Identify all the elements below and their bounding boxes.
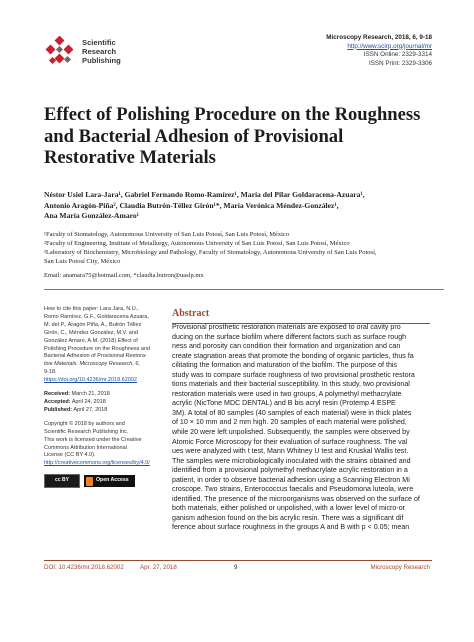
abstract-line: 3M). A total of 80 samples (40 samples of each material) were in thick plates	[172, 408, 412, 417]
abstract-line: ducing on the surface biofilm where different factors such as surface rough	[172, 332, 407, 341]
abstract-line: study was to compare surface roughness of two provisional prosthetic restora	[172, 370, 415, 379]
page-number: 9	[234, 564, 238, 571]
title-line: Restorative Materials	[44, 147, 216, 168]
received-date: Received: March 21, 2018	[44, 391, 110, 398]
author-line: Ana María González-Amaro¹	[44, 211, 139, 221]
abstract-line: ference about surface roughness in the groups A and B with p < 0.05; mean	[172, 523, 410, 532]
footer-date: Apr. 27, 2018	[140, 564, 177, 571]
affiliation-3: ³Laboratory of Biochemistry, Microbiology and Pathology, Faculty of Stomatology, Autonomous University of San Luis Potosí,	[44, 249, 377, 257]
affiliation-3-cont: San Luis Potosí City, México	[44, 258, 121, 266]
paper-title	[44, 104, 444, 169]
logo-line: Scientific	[82, 38, 116, 47]
abstract-line: ues were analyzed with t test, Mann Whitney U test and Kruskal Wallis test.	[172, 447, 409, 456]
citation-line: Bacterial Adhesion of Provisional Restora-	[44, 353, 147, 360]
issn-online: ISSN Online: 2329-3314	[363, 51, 432, 59]
abstract-line: while 20 were left unpolished. Subsequently, the samples were observed by	[172, 428, 410, 437]
title-line: Effect of Polishing Procedure on the Roughness	[44, 104, 421, 125]
abstract-line: croscope. Two strains, Enterococcus faecalis and Pseudomona luteola, were	[172, 485, 414, 494]
citation-line: tive Materials. Microscopy Research, 6,	[44, 361, 140, 368]
article-sidebar	[44, 306, 166, 488]
abstract-line: cilitating the formation and maturation of the biofilm. The purpose of this	[172, 361, 398, 370]
copyright-line: This work is licensed under the Creative	[44, 436, 142, 443]
cc-by-badge[interactable]: cc BY	[44, 474, 80, 488]
scirp-logo-icon	[44, 36, 76, 68]
abstract-line: Atomic Force Microscopy for their evaluation of surface roughness. The val	[172, 437, 408, 446]
logo-line: Publishing	[82, 56, 121, 65]
logo-line: Research	[82, 47, 117, 56]
copyright-line: Commons Attribution International	[44, 444, 127, 451]
publisher-logo	[44, 36, 164, 70]
citation-line: How to cite this paper: Lara Jara, N.U.,	[44, 306, 139, 312]
open-access-label: Open Access	[96, 477, 129, 484]
citation-line: González Amaro, A.M. (2018) Effect of	[44, 337, 138, 344]
abstract-line: identified. The presence of the microorganisms was observed on the surface of	[172, 494, 420, 503]
citation-block	[44, 306, 166, 385]
abstract-line: restoration materials were used in two groups, A polymethyl methacrylate	[172, 389, 402, 398]
affiliations	[44, 230, 444, 266]
footer-divider	[44, 560, 432, 561]
abstract-line: both materials, either polished or unpolished, with a lower level of micro-or	[172, 504, 406, 513]
copyright-line: License (CC BY 4.0).	[44, 452, 96, 459]
header-divider	[44, 289, 444, 290]
abstract-body	[172, 323, 436, 533]
open-access-lock-icon	[86, 477, 93, 486]
abstract-line: acrylic (NicTone MDC DENTAL) and B bis acryl resin (Protemp 4 ESPE	[172, 399, 396, 408]
corresponding-email[interactable]: Email: anamara75@hotmail.com, *claudia.butron@uaslp.mx	[44, 272, 204, 279]
citation-line: M. del P., Aragón Piña, A., Butrón Téllez	[44, 321, 142, 328]
footer-doi[interactable]: DOI: 10.4236/mr.2018.62002	[44, 564, 124, 571]
doi-link[interactable]: https://doi.org/10.4236/mr.2018.62002	[44, 377, 137, 384]
open-access-badge	[84, 475, 135, 487]
abstract-line: tions materials and their bacterial susceptibility. In this study, two provisional	[172, 380, 410, 389]
title-line: and Bacterial Adhesion of Provisional	[44, 125, 344, 147]
published-date: Published: April 27, 2018	[44, 406, 108, 413]
abstract-heading-text: Abstract	[172, 308, 210, 319]
abstract-line: create stagnation areas that promote the bonding of organic particles, thus fa	[172, 351, 414, 360]
affiliation-2: ²Faculty of Engineering, Institute of Metallurgy, Autonomous University of San Luis Potosí, San Luis Potosí, México	[44, 240, 350, 248]
author-list	[44, 190, 444, 222]
abstract-line: identified from a provisional polymethyl methacrylate acrylic restoration in a	[172, 466, 408, 475]
article-dates	[44, 391, 166, 415]
abstract-line: Provisional prosthetic restoration materials are exposed to oral cavity pro	[172, 323, 401, 331]
accepted-date: Accepted: April 24, 2018	[44, 398, 106, 405]
footer-journal: Microscopy Research	[370, 564, 430, 571]
abstract-line: of 10 × 10 mm and 2 mm high. 20 samples of each material were polished,	[172, 418, 407, 427]
citation-line: Polishing Procedure on the Roughness and	[44, 345, 151, 352]
journal-name: Microscopy Research, 2018, 6, 9-18	[326, 34, 432, 41]
citation-line: Girón, C., Méndez González, M.V. and	[44, 329, 138, 336]
abstract-line: The samples were microbiologically inoculated with the strains obtained and	[172, 456, 411, 465]
copyright-line: Scientific Research Publishing Inc.	[44, 428, 129, 435]
journal-info	[232, 34, 432, 68]
license-link[interactable]: http://creativecommons.org/licenses/by/4.0/	[44, 460, 150, 467]
copyright-line: Copyright © 2018 by authors and	[44, 420, 125, 427]
journal-url-link[interactable]: http://www.scirp.org/journal/mr	[347, 42, 432, 50]
abstract-line: ness and porosity can condition their formation and organization and can	[172, 342, 401, 351]
author-line: Néstor Usiel Lara-Jara¹, Gabriel Fernando Romo-Ramírez¹, María del Pilar Goldaracena-Azuara¹,	[44, 190, 365, 199]
copyright-block	[44, 421, 166, 468]
citation-line: Romo Ramírez, G.F., Goldaracena Azuara,	[44, 313, 149, 320]
affiliation-1: ¹Faculty of Stomatology, Autonomous University of San Luis Potosí, San Luis Potosí, México	[44, 231, 290, 238]
abstract-heading	[172, 303, 430, 324]
abstract-line: ganism adhesion found on the bis acrylic resin. There was a significant dif	[172, 513, 404, 522]
license-badges	[44, 474, 166, 488]
issn-print: ISSN Print: 2329-3306	[368, 59, 432, 67]
logo-wordmark	[82, 38, 121, 65]
abstract-line: patient, in order to observe bacterial adhesion using a Scanning Electron Mi	[172, 475, 410, 484]
author-line: Antonio Aragón-Piña², Claudia Butrón-Téllez Girón¹*, María Verónica Méndez-González¹,	[44, 200, 339, 210]
citation-line: 9-18.	[44, 369, 57, 376]
